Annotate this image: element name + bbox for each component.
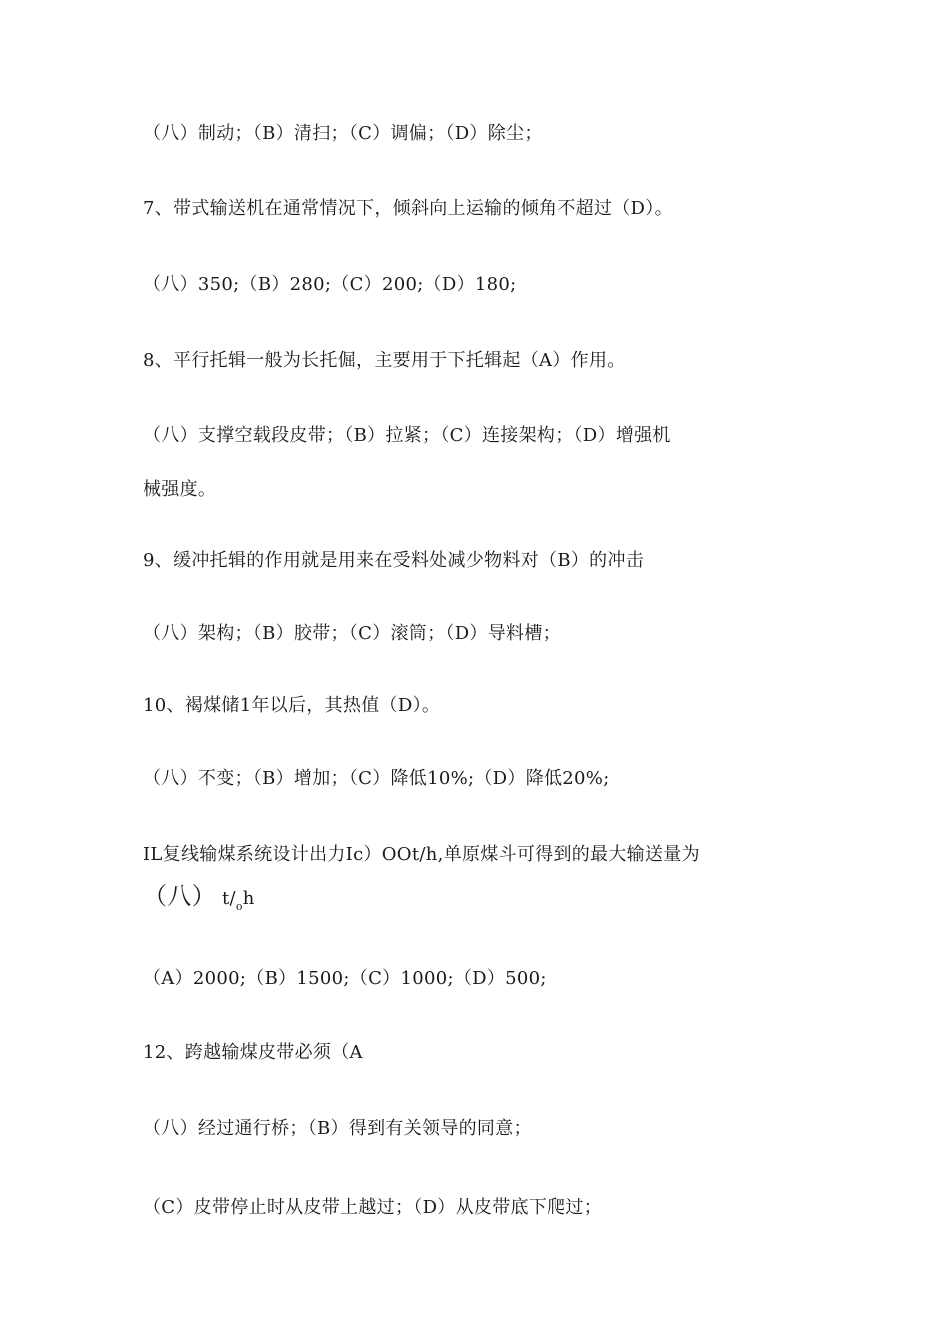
unit-slash: / xyxy=(229,888,236,909)
options-line-9: （八）架构；（B）胶带；（C）滚筒；（D）导料槽； xyxy=(143,623,561,644)
unit-t: t xyxy=(221,888,230,909)
options-line-8: （八）支撑空载段皮带；（B）拉紧；（C）连接架构；（D）增强机 xyxy=(143,425,671,446)
question-10: 10、褐煤储1年以后，其热值（D）。 xyxy=(143,695,441,716)
question-12: 12、跨越输煤皮带必须（A xyxy=(143,1042,363,1063)
question-11: IL复线输煤系统设计出力Ic）OOt/h,单原煤斗可得到的最大输送量为 xyxy=(143,844,700,865)
options-line-8-continued: 械强度。 xyxy=(143,479,217,500)
question-7: 7、带式输送机在通常情况下，倾斜向上运输的倾角不超过（D）。 xyxy=(143,198,673,219)
question-11-answer-line xyxy=(143,884,255,913)
options-line-11: （A）2000;（B）1500;（C）1000;（D）500; xyxy=(143,968,547,989)
options-line-7: （八）350;（B）280;（C）200;（D）180; xyxy=(143,274,517,295)
question-8: 8、平行托辑一般为长托倔，主要用于下托辑起（A）作用。 xyxy=(143,350,626,371)
unit-sub-o: o xyxy=(235,900,243,913)
options-line-6: （八）制动；（B）清扫；（C）调偏；（D）除尘； xyxy=(143,123,543,144)
options-line-10: （八）不变；（B）增加；（C）降低10%;（D）降低20%; xyxy=(143,768,610,789)
options-line-12a: （八）经过通行桥；（B）得到有关领导的同意； xyxy=(143,1118,532,1139)
answer-paren: （八） xyxy=(143,882,216,910)
question-9: 9、缓冲托辑的作用就是用来在受料处减少物料对（B）的冲击 xyxy=(143,550,645,571)
options-line-12b: （C）皮带停止时从皮带上越过；（D）从皮带底下爬过； xyxy=(143,1197,603,1218)
unit-h: h xyxy=(242,888,255,909)
